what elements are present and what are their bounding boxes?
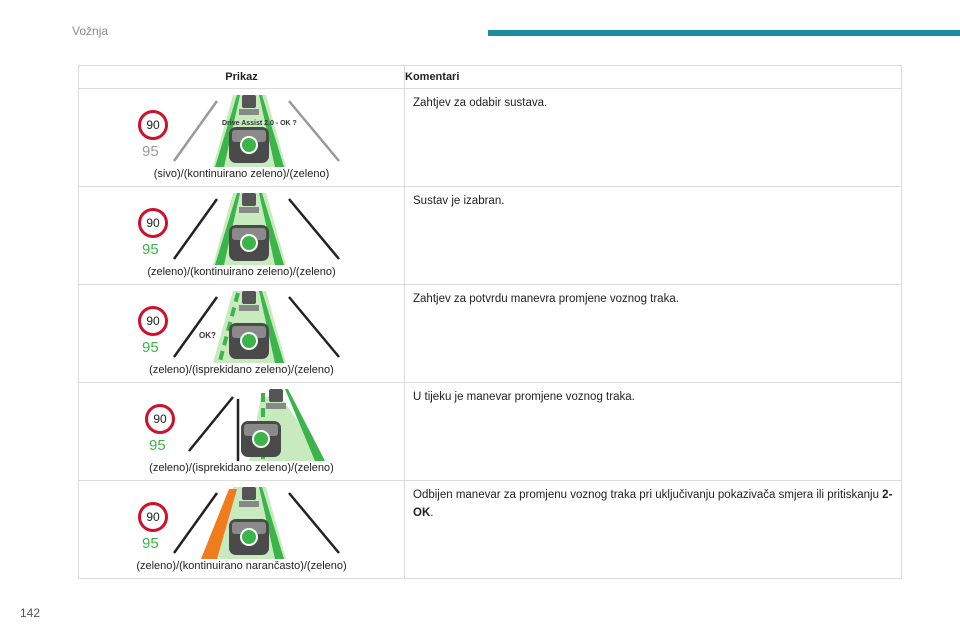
display-caption: (zeleno)/(kontinuirano zeleno)/(zeleno) [147,266,336,278]
current-speed: 95 [142,143,159,160]
column-header-display: Prikaz [79,66,405,89]
display-cell [79,89,405,187]
table-header-row [79,66,902,89]
table-row [79,285,902,383]
display-caption: (zeleno)/(kontinuirano narančasto)/(zeleno) [136,560,347,572]
comment-text: U tijeku je manevar promjene voznog traka. [413,391,635,403]
display-overlay-text: Drive Assist 2.0 - OK ? [222,120,297,127]
comment-cell [405,383,902,481]
display-table [78,65,902,579]
current-speed: 95 [149,437,166,454]
comment-text: Sustav je izabran. [413,195,505,207]
table-row [79,187,902,285]
lane-scene-illustration [171,193,341,265]
display-caption: (sivo)/(kontinuirano zeleno)/(zeleno) [153,168,330,180]
table-row [79,481,902,579]
comment-bold-text: 2-OK [413,489,893,519]
display-cell [79,383,405,481]
speed-limit-sign: 90 [138,306,168,336]
speed-limit-sign: 90 [138,110,168,140]
display-cell [79,285,405,383]
speed-limit-sign: 90 [145,404,175,434]
comment-text: Zahtjev za potvrdu manevra promjene voznog traka. [413,293,679,305]
display-cell [79,187,405,285]
display-caption: (zeleno)/(isprekidano zeleno)/(zeleno) [149,462,334,474]
comment-cell [405,285,902,383]
speed-limit-sign: 90 [138,208,168,238]
comment-text: Odbijen manevar za promjenu voznog traka pri uključivanju pokazivača smjera ili pritiskanju [413,489,883,501]
table-row [79,89,902,187]
section-title: Vožnja [72,24,109,38]
current-speed: 95 [142,339,159,356]
column-header-comments: Komentari [405,66,902,89]
current-speed: 95 [142,241,159,258]
lane-scene-illustration [171,487,341,559]
comment-cell [405,89,902,187]
lane-scene-illustration [171,95,341,167]
page-number: 142 [20,606,41,620]
comment-cell [405,481,902,579]
table-row [79,383,902,481]
display-cell [79,481,405,579]
lane-scene-illustration [183,389,353,461]
comment-cell [405,187,902,285]
lane-scene-illustration [171,291,341,363]
display-overlay-text: OK? [199,331,216,340]
comment-text: Zahtjev za odabir sustava. [413,97,548,109]
display-caption: (zeleno)/(isprekidano zeleno)/(zeleno) [149,364,334,376]
speed-limit-sign: 90 [138,502,168,532]
comment-text-end: . [430,506,434,519]
section-accent-bar [488,30,960,36]
current-speed: 95 [142,535,159,552]
